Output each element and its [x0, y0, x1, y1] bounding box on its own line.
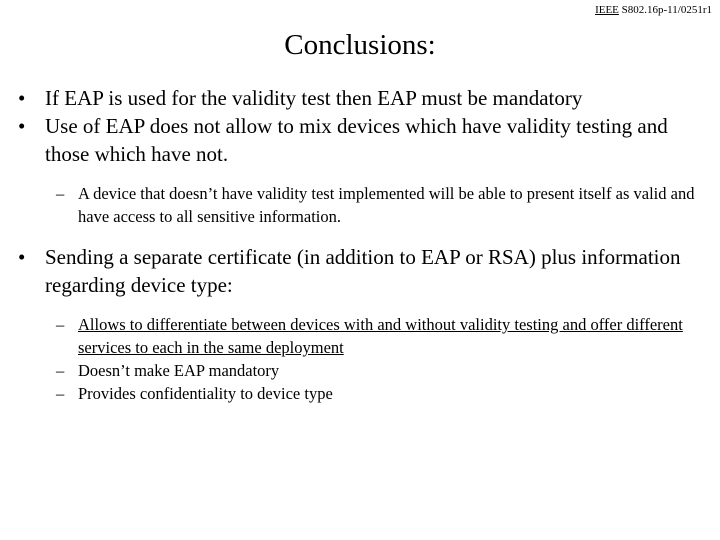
bullet-item — [18, 112, 708, 168]
sub-item — [56, 382, 708, 405]
slide-content — [18, 84, 708, 405]
sub-marker: – — [56, 384, 65, 403]
bullet-text: Use of EAP does not allow to mix devices which have validity testing and those which have not. — [45, 114, 668, 166]
document-number: S802.16p-11/0251r1 — [621, 4, 712, 16]
document-org: IEEE — [595, 4, 619, 16]
bullet-marker: • — [18, 86, 26, 110]
bullet-text: If EAP is used for the validity test then EAP must be mandatory — [45, 86, 583, 110]
sub-list — [56, 182, 708, 228]
bullet-item — [18, 243, 708, 299]
sub-marker: – — [56, 184, 65, 203]
bullet-item — [18, 84, 708, 112]
document-id — [595, 3, 712, 17]
sub-marker: – — [56, 361, 65, 380]
sub-marker: – — [56, 315, 65, 334]
sub-list — [56, 313, 708, 405]
sub-text: Doesn’t make EAP mandatory — [78, 361, 280, 380]
slide-title: Conclusions: — [284, 29, 436, 61]
sub-item — [56, 182, 708, 228]
sub-text: A device that doesn’t have validity test implemented will be able to present itself as valid and have access to all sensitive information. — [78, 184, 695, 226]
sub-item — [56, 359, 708, 382]
bullet-text: Sending a separate certificate (in addition to EAP or RSA) plus information regarding device type: — [45, 245, 681, 297]
sub-text: Provides confidentiality to device type — [78, 384, 333, 403]
sub-text: Allows to differentiate between devices with and without validity testing and offer different services to each in the same deployment — [78, 315, 683, 357]
bullet-marker: • — [18, 114, 26, 138]
bullet-marker: • — [18, 245, 26, 269]
sub-item — [56, 313, 708, 359]
